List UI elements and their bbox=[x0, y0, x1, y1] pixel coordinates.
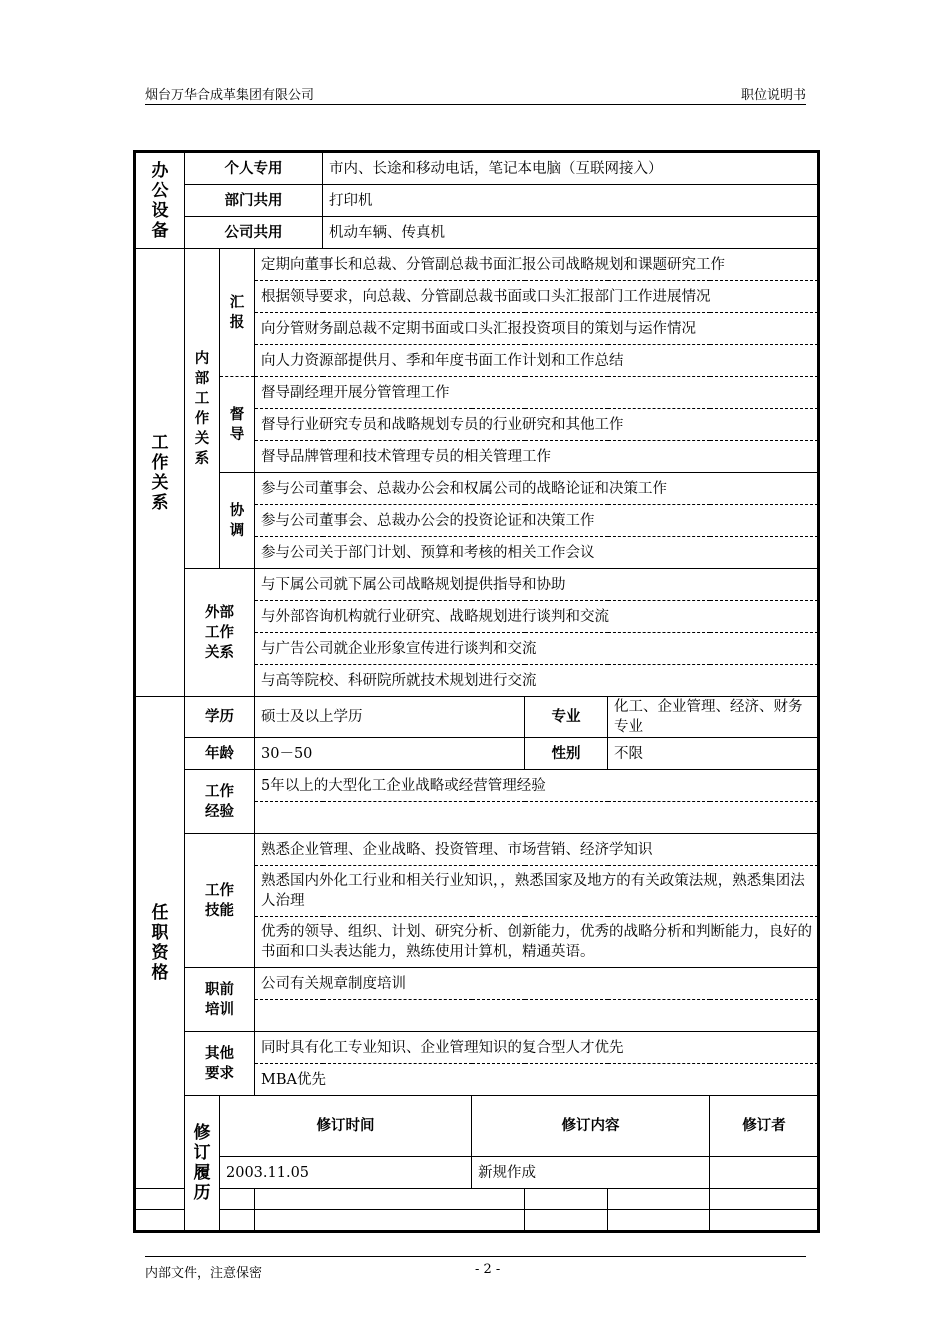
revision-title: 修 订 履 历 bbox=[185, 1096, 220, 1232]
internal-relations-label: 内 部 工 作 关 系 bbox=[185, 249, 220, 569]
external-relations-label: 外部 工作 关系 bbox=[185, 569, 255, 697]
external-item: 与外部咨询机构就行业研究、战略规划进行谈判和交流 bbox=[255, 601, 819, 633]
coordinate-item: 参与公司董事会、总裁办公会和权属公司的战略论证和决策工作 bbox=[255, 473, 819, 505]
experience-label: 工作 经验 bbox=[185, 770, 255, 834]
report-item: 向分管财务副总裁不定期书面或口头汇报投资项目的策划与运作情况 bbox=[255, 313, 819, 345]
education-label: 学历 bbox=[185, 697, 255, 738]
document-type: 职位说明书 bbox=[740, 88, 806, 103]
confidentiality-note: 内部文件，注意保密 bbox=[145, 1266, 263, 1281]
work-relations-title: 工 作 关 系 bbox=[135, 249, 185, 697]
page-header bbox=[145, 84, 806, 105]
skills-item: 优秀的领导、组织、计划、研究分析、创新能力，优秀的战略分析和判断能力，良好的书面和口头表达能力，熟练使用计算机，精通英语。 bbox=[255, 917, 819, 968]
experience-item bbox=[255, 802, 819, 834]
revision-header-date: 修订时间 bbox=[220, 1096, 472, 1157]
qualifications-title: 任 职 资 格 bbox=[135, 697, 185, 1189]
gender-label: 性别 bbox=[525, 738, 608, 770]
office-equipment-title: 办 公 设 备 bbox=[135, 152, 185, 249]
training-label: 职前 培训 bbox=[185, 968, 255, 1032]
other-requirement-item: 同时具有化工专业知识、企业管理知识的复合型人才优先 bbox=[255, 1032, 819, 1064]
other-requirements-label: 其他 要求 bbox=[185, 1032, 255, 1096]
external-item: 与下属公司就下属公司战略规划提供指导和协助 bbox=[255, 569, 819, 601]
office-personal-label: 个人专用 bbox=[185, 152, 323, 185]
revision-approver bbox=[710, 1189, 819, 1210]
revision-reviser bbox=[525, 1210, 608, 1232]
revision-reviser bbox=[710, 1157, 819, 1189]
office-personal-value: 市内、长途和移动电话，笔记本电脑（互联网接入） bbox=[323, 152, 819, 185]
supervise-item: 督导副经理开展分管管理工作 bbox=[255, 377, 819, 409]
report-item: 向人力资源部提供月、季和年度书面工作计划和工作总结 bbox=[255, 345, 819, 377]
external-item: 与高等院校、科研院所就技术规划进行交流 bbox=[255, 665, 819, 697]
experience-item: 5年以上的大型化工企业战略或经营管理经验 bbox=[255, 770, 819, 802]
page-number: - 2 - bbox=[475, 1262, 501, 1277]
coordinate-label: 协 调 bbox=[220, 473, 255, 569]
revision-content: 新规作成 bbox=[472, 1157, 710, 1189]
supervise-label: 督 导 bbox=[220, 377, 255, 473]
office-company-value: 机动车辆、传真机 bbox=[323, 217, 819, 249]
external-item: 与广告公司就企业形象宣传进行谈判和交流 bbox=[255, 633, 819, 665]
office-company-label: 公司共用 bbox=[185, 217, 323, 249]
revision-date: 2003.11.05 bbox=[220, 1157, 472, 1189]
revision-content bbox=[255, 1210, 525, 1232]
skills-item: 熟悉企业管理、企业战略、投资管理、市场营销、经济学知识 bbox=[255, 834, 819, 866]
page-footer bbox=[145, 1256, 806, 1281]
revision-approver bbox=[710, 1210, 819, 1232]
education-value: 硕士及以上学历 bbox=[255, 697, 525, 738]
job-description-table bbox=[133, 150, 820, 1233]
supervise-item: 督导行业研究专员和战略规划专员的行业研究和其他工作 bbox=[255, 409, 819, 441]
report-item: 根据领导要求，向总裁、分管副总裁书面或口头汇报部门工作进展情况 bbox=[255, 281, 819, 313]
revision-reviewer bbox=[608, 1210, 710, 1232]
company-name: 烟台万华合成革集团有限公司 bbox=[145, 88, 315, 103]
age-value: 30－50 bbox=[255, 738, 525, 770]
revision-content bbox=[255, 1189, 525, 1210]
training-item: 公司有关规章制度培训 bbox=[255, 968, 819, 1000]
office-department-value: 打印机 bbox=[323, 185, 819, 217]
training-item bbox=[255, 1000, 819, 1032]
major-value: 化工、企业管理、经济、财务专业 bbox=[608, 697, 819, 738]
gender-value: 不限 bbox=[608, 738, 819, 770]
report-item: 定期向董事长和总裁、分管副总裁书面汇报公司战略规划和课题研究工作 bbox=[255, 249, 819, 281]
revision-reviewer bbox=[608, 1189, 710, 1210]
office-department-label: 部门共用 bbox=[185, 185, 323, 217]
coordinate-item: 参与公司关于部门计划、预算和考核的相关工作会议 bbox=[255, 537, 819, 569]
coordinate-item: 参与公司董事会、总裁办公会的投资论证和决策工作 bbox=[255, 505, 819, 537]
revision-reviser bbox=[525, 1189, 608, 1210]
report-label: 汇 报 bbox=[220, 249, 255, 377]
age-label: 年龄 bbox=[185, 738, 255, 770]
skills-label: 工作 技能 bbox=[185, 834, 255, 968]
skills-item: 熟悉国内外化工行业和相关行业知识，，熟悉国家及地方的有关政策法规，熟悉集团法人治理 bbox=[255, 866, 819, 917]
revision-header-content: 修订内容 bbox=[472, 1096, 710, 1157]
other-requirement-item: MBA优先 bbox=[255, 1064, 819, 1096]
supervise-item: 督导品牌管理和技术管理专员的相关管理工作 bbox=[255, 441, 819, 473]
revision-header-reviser: 修订者 bbox=[710, 1096, 819, 1157]
major-label: 专业 bbox=[525, 697, 608, 738]
revision-date bbox=[135, 1210, 255, 1232]
